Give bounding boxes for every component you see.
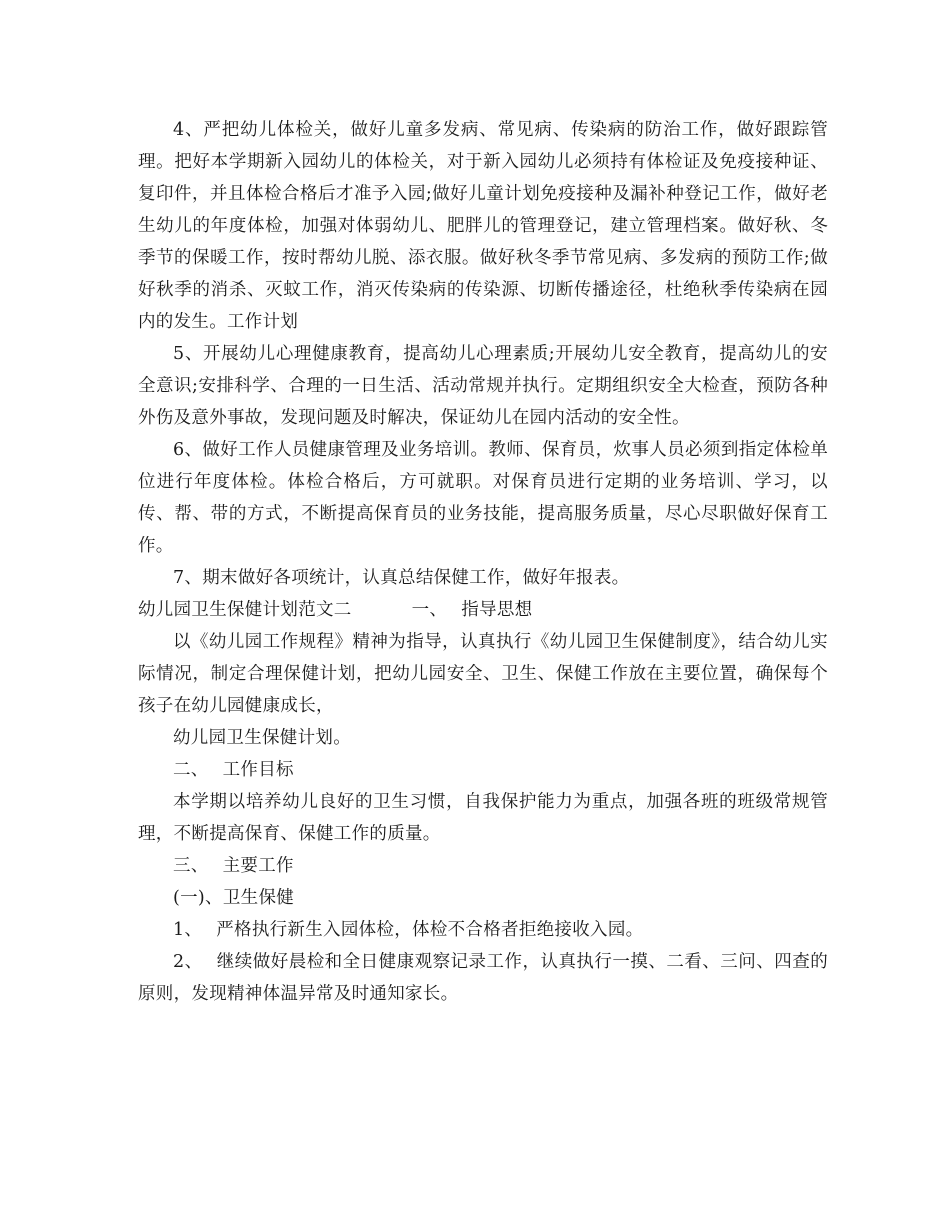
list-item-1-text: 严格执行新生入园体检，体检不合格者拒绝接收入园。 [216, 920, 644, 940]
section-heading-line [138, 594, 828, 626]
section-3-number: 三、 [173, 856, 209, 876]
list-item-1-number: 1、 [173, 920, 203, 940]
paragraph-goal: 本学期以培养幼儿良好的卫生习惯，自我保护能力为重点，加强各班的班级常规管理，不断提高保育、保健工作的质量。 [138, 792, 828, 844]
section-3-heading [138, 850, 828, 882]
list-item-1 [138, 914, 828, 946]
section-2-title: 工作目标 [222, 760, 294, 780]
list-item-2-text: 继续做好晨检和全日健康观察记录工作，认真执行一摸、二看、三问、四查的原则，发现精神体温异常及时通知家长。 [138, 952, 829, 1004]
paragraph-item-7: 7、期末做好各项统计，认真总结保健工作，做好年报表。 [173, 568, 630, 588]
section-2-heading [138, 754, 828, 786]
section-1-title: 指导思想 [461, 600, 533, 620]
paragraph-guide: 以《幼儿园工作规程》精神为指导，认真执行《幼儿园卫生保健制度》，结合幼儿实际情况，制定合理保健计划，把幼儿园安全、卫生、保健工作放在主要位置，确保每个孩子在幼儿园健康成长， [138, 632, 828, 716]
section-3-title: 主要工作 [222, 856, 294, 876]
list-item-2-number: 2、 [173, 952, 203, 972]
section-2-number: 二、 [173, 760, 209, 780]
paragraph-item-5: 5、开展幼儿心理健康教育，提高幼儿心理素质;开展幼儿安全教育，提高幼儿的安全意识;安排科学、合理的一日生活、活动常规并执行。定期组织安全大检查，预防各种外伤及意外事故，发现问题及时解决，保证幼儿在园内活动的安全性。 [138, 344, 828, 428]
section-1-number: 一、 [411, 600, 448, 620]
document-page [138, 114, 828, 1010]
list-item-2 [138, 946, 828, 1010]
paragraph-plan-line: 幼儿园卫生保健计划。 [173, 728, 351, 748]
document-title-2: 幼儿园卫生保健计划范文二 [138, 600, 352, 620]
paragraph-item-4: 4、严把幼儿体检关，做好儿童多发病、常见病、传染病的防治工作，做好跟踪管理。把好本学期新入园幼儿的体检关，对于新入园幼儿必须持有体检证及免疫接种证、复印件，并且体检合格后才准予入园;做好儿童计划免疫接种及漏补种登记工作，做好老生幼儿的年度体检，加强对体弱幼儿、肥胖儿的管理登记，建立管理档案。做好秋、冬季节的保暖工作，按时帮幼儿脱、添衣服。做好秋冬季节常见病、多发病的预防工作;做好秋季的消杀、灭蚊工作，消灭传染病的传染源、切断传播途径，杜绝秋季传染病在园内的发生。工作计划 [138, 120, 828, 332]
paragraph-item-6: 6、做好工作人员健康管理及业务培训。教师、保育员，炊事人员必须到指定体检单位进行年度体检。体检合格后，方可就职。对保育员进行定期的业务培训、学习，以传、帮、带的方式，不断提高保育员的业务技能，提高服务质量，尽心尽职做好保育工作。 [138, 440, 828, 556]
subsection-heading-1: (一)、卫生保健 [173, 888, 295, 908]
